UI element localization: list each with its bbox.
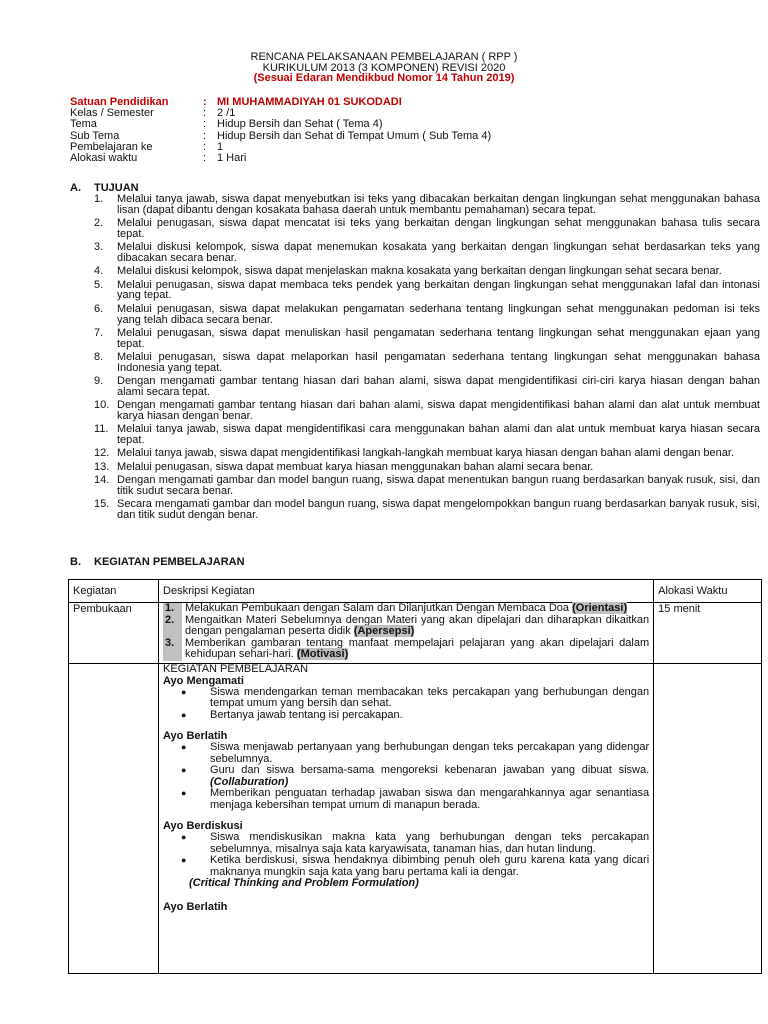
goal-text: Melalui penugasan, siswa dapat melakukan pengamatan sederhana tentang lingkungan sehat menggunakan pedoman isi teks yang telah dibaca secara benar. bbox=[117, 302, 760, 326]
meta-colon: : bbox=[203, 140, 207, 153]
table-row-core bbox=[69, 663, 762, 973]
goal-item bbox=[94, 475, 760, 497]
item-number: 2. bbox=[163, 615, 182, 638]
bullet-icon: ● bbox=[181, 686, 187, 697]
bullet-icon: ● bbox=[181, 742, 187, 752]
goal-item bbox=[94, 448, 760, 459]
goal-number: 12. bbox=[94, 447, 110, 460]
bullet-icon: ● bbox=[181, 765, 187, 775]
opening-description bbox=[159, 603, 654, 664]
meta-row-theme bbox=[70, 119, 491, 130]
core-title: KEGIATAN PEMBELAJARAN bbox=[163, 662, 309, 675]
meta-key: Kelas / Semester bbox=[70, 107, 154, 120]
meta-colon: : bbox=[203, 151, 207, 164]
meta-value: Hidup Bersih dan Sehat di Tempat Umum ( Sub Tema 4) bbox=[217, 129, 492, 142]
goal-item bbox=[94, 376, 760, 398]
goal-text: Melalui tanya jawab, siswa dapat mengidentifikasi cara menggunakan bahan alami dan alat untuk membuat karya hiasan secara tepat. bbox=[117, 423, 760, 447]
header-time: Alokasi Waktu bbox=[654, 580, 762, 603]
goal-item bbox=[94, 328, 760, 350]
meta-colon: : bbox=[203, 118, 207, 131]
goal-text: Dengan mengamati gambar tentang hiasan dari bahan alami, siswa dapat mengidentifikasi bahan alami dan alat untuk membuat karya hiasan dengan benar. bbox=[117, 399, 760, 422]
bullet-icon: ● bbox=[181, 788, 187, 798]
table-row-opening bbox=[69, 603, 762, 664]
meta-key: Alokasi waktu bbox=[70, 151, 138, 164]
item-tag: (Motivasi) bbox=[296, 648, 349, 660]
list-item bbox=[163, 710, 649, 722]
goal-number: 3. bbox=[94, 241, 104, 254]
item-body: Melakukan Pembukaan dengan Salam dan Dilanjutkan Dengan Membaca Doa bbox=[185, 602, 573, 614]
bullet-text: Siswa mendengarkan teman membacakan teks percakapan yang berhubungan dengan tempat umum yang bersih dan sehat. bbox=[210, 685, 650, 709]
core-label bbox=[69, 663, 159, 973]
opening-time: 15 menit bbox=[654, 603, 762, 664]
goal-item bbox=[94, 280, 760, 302]
goal-text: Dengan mengamati gambar tentang hiasan dari bahan alami, siswa dapat mengidentifikasi ciri-ciri karya hiasan dengan bahan alami secara tepat. bbox=[117, 374, 760, 398]
goal-item bbox=[94, 194, 760, 216]
header-activity: Kegiatan bbox=[69, 580, 159, 603]
goal-text: Melalui penugasan, siswa dapat membaca teks pendek yang berkaitan dengan lingkungan sehat menggunakan lafal dan intonasi yang tepat. bbox=[117, 278, 760, 302]
goal-item bbox=[94, 304, 760, 326]
section-title: KEGIATAN PEMBELAJARAN bbox=[94, 556, 245, 568]
activities-table bbox=[68, 579, 762, 974]
bullet-text: Memberikan penguatan terhadap jawaban siswa dan mengarahkannya agar senantiasa menjaga kebersihan tempat umum di manapun berada. bbox=[210, 787, 650, 811]
goal-text: Secara mengamati gambar dan model bangun ruang, siswa dapat mengelompokkan bangun ruang berdasarkan banyak rusuk, sisi, dan titik sudut dengan benar. bbox=[117, 497, 760, 521]
list-item bbox=[163, 788, 649, 811]
goal-number: 8. bbox=[94, 350, 104, 363]
list-item bbox=[163, 832, 649, 855]
item-number: 1. bbox=[163, 603, 182, 615]
list-item bbox=[163, 687, 649, 710]
section-title: TUJUAN bbox=[94, 182, 139, 194]
bullet-icon: ● bbox=[181, 832, 187, 842]
goal-number: 14. bbox=[94, 473, 110, 486]
item-body: Memberikan gambaran tentang manfaat mempelajari pelajaran yang akan dipelajari dalam kehidupan sehari-hari. bbox=[185, 636, 650, 660]
core-time bbox=[654, 663, 762, 973]
ayo-berlatih-title: Ayo Berlatih bbox=[163, 730, 228, 742]
goal-item bbox=[94, 424, 760, 446]
section-b-heading bbox=[70, 556, 245, 568]
goal-number: 13. bbox=[94, 460, 110, 473]
meta-row-duration bbox=[70, 153, 491, 164]
goal-item bbox=[94, 400, 760, 422]
goal-number: 7. bbox=[94, 326, 104, 339]
goal-number: 1. bbox=[94, 193, 104, 205]
meta-key: Satuan Pendidikan bbox=[70, 96, 169, 108]
item-tag: (Apersepsi) bbox=[353, 625, 415, 637]
bullet-text: Siswa mendiskusikan makna kata yang berhubungan dengan teks percakapan sebelumnya, misalnya saja kata karyawisata, tanaman hias, dan hutan lindung. bbox=[210, 831, 650, 855]
item-number: 3. bbox=[163, 638, 182, 661]
bullet-icon: ● bbox=[181, 855, 187, 865]
bullet-body: Guru dan siswa bersama-sama mengoreksi kebenaran jawaban yang dibuat siswa. bbox=[210, 764, 650, 776]
meta-value: 1 Hari bbox=[217, 151, 247, 164]
opening-item bbox=[163, 615, 649, 638]
goal-text: Melalui tanya jawab, siswa dapat mengidentifikasi langkah-langkah membuat karya hiasan dengan bahan alami dengan benar. bbox=[117, 447, 735, 460]
bullet-icon: ● bbox=[181, 709, 187, 720]
goal-text: Melalui penugasan, siswa dapat melaporkan hasil pengamatan sederhana tentang lingkungan sehat menggunakan bahasa Indonesia yang tepat. bbox=[117, 350, 760, 374]
meta-colon: : bbox=[203, 107, 207, 120]
bullet-text: Ketika berdiskusi, siswa hendaknya dibimbing penuh oleh guru karena kata yang dicari maknanya mungkin saja kata yang baru pertama kali ia dengar. bbox=[210, 854, 650, 878]
list-item bbox=[163, 765, 649, 788]
goal-text: Melalui diskusi kelompok, siswa dapat menjelaskan makna kosakata yang berkaitan dengan lingkungan sehat secara benar. bbox=[117, 265, 722, 278]
opening-item bbox=[163, 638, 649, 661]
doc-subtitle: KURIKULUM 2013 (3 KOMPONEN) REVISI 2020 bbox=[262, 62, 506, 74]
ayo-mengamati-title: Ayo Mengamati bbox=[163, 674, 244, 687]
bullet-text: Bertanya jawab tentang isi percakapan. bbox=[210, 708, 403, 721]
goal-text: Melalui penugasan, siswa dapat membuat karya hiasan menggunakan bahan alami secara benar. bbox=[117, 460, 594, 473]
item-text bbox=[185, 615, 649, 638]
goal-number: 5. bbox=[94, 278, 104, 291]
goal-item bbox=[94, 218, 760, 240]
meta-colon: : bbox=[203, 129, 207, 142]
ayo-berdiskusi-title: Ayo Berdiskusi bbox=[163, 820, 243, 832]
bullet-text bbox=[210, 765, 649, 788]
goal-number: 6. bbox=[94, 302, 104, 315]
meta-value: MI MUHAMMADIYAH 01 SUKODADI bbox=[217, 96, 402, 108]
bullet-tag: (Collaburation) bbox=[210, 775, 289, 788]
goal-text: Melalui diskusi kelompok, siswa dapat menemukan kosakata yang berkaitan dengan lingkungan sehat berdasarkan teks yang dibacakan secara benar. bbox=[117, 241, 760, 265]
goal-number: 2. bbox=[94, 217, 104, 230]
meta-value: 2 /1 bbox=[217, 107, 236, 120]
goal-number: 10. bbox=[94, 399, 110, 412]
header-description: Deskripsi Kegiatan bbox=[159, 580, 654, 603]
doc-title: RENCANA PELAKSANAAN PEMBELAJARAN ( RPP ) bbox=[250, 51, 518, 63]
section-letter: A. bbox=[70, 182, 81, 194]
item-tag: (Orientasi) bbox=[572, 602, 628, 614]
skill-note: (Critical Thinking and Problem Formulation) bbox=[189, 877, 419, 889]
meta-key: Tema bbox=[70, 118, 97, 131]
opening-label: Pembukaan bbox=[69, 603, 159, 664]
section-letter: B. bbox=[70, 556, 81, 568]
goal-number: 4. bbox=[94, 265, 104, 278]
ayo-berlatih-2-title: Ayo Berlatih bbox=[163, 900, 228, 913]
goals-list bbox=[94, 194, 760, 523]
list-item bbox=[163, 855, 649, 878]
meta-key: Sub Tema bbox=[70, 129, 120, 142]
table-continuation bbox=[163, 913, 649, 973]
goal-text: Melalui penugasan, siswa dapat mencatat isi teks yang berkaitan dengan lingkungan sehat menggunakan bahasa tulis secara tepat. bbox=[117, 217, 760, 241]
meta-key: Pembelajaran ke bbox=[70, 140, 153, 153]
goal-item bbox=[94, 266, 760, 277]
goal-text: Melalui penugasan, siswa dapat menuliskan hasil pengamatan sederhana tentang lingkungan sehat menggunakan ejaan yang tepat. bbox=[117, 326, 760, 350]
goal-item bbox=[94, 462, 760, 473]
item-body: Mengaitkan Materi Sebelumnya dengan Materi yang akan dipelajari dan diharapkan dikaitkan dengan pengalaman peserta didik bbox=[185, 613, 650, 637]
list-item bbox=[163, 742, 649, 765]
goal-item bbox=[94, 242, 760, 264]
core-description bbox=[159, 663, 654, 973]
item-text bbox=[185, 638, 649, 661]
meta-colon: : bbox=[203, 96, 207, 108]
bullet-text: Siswa menjawab pertanyaan yang berhubungan dengan teks percakapan yang didengar sebelumnya. bbox=[210, 741, 650, 765]
doc-reference: (Sesuai Edaran Mendikbud Nomor 14 Tahun 2019) bbox=[253, 72, 515, 84]
goal-item bbox=[94, 352, 760, 374]
meta-value: Hidup Bersih dan Sehat ( Tema 4) bbox=[217, 118, 383, 131]
goal-number: 15. bbox=[94, 497, 110, 510]
goal-text: Dengan mengamati gambar dan model bangun ruang, siswa dapat menentukan bangun ruang berdasarkan banyak rusuk, sisi, dan titik sudut secara benar. bbox=[117, 473, 760, 497]
identity-block bbox=[70, 97, 491, 164]
goal-number: 9. bbox=[94, 374, 104, 387]
goal-number: 11. bbox=[94, 423, 109, 436]
goal-item bbox=[94, 499, 760, 521]
meta-value: 1 bbox=[217, 140, 224, 153]
goal-text: Melalui tanya jawab, siswa dapat menyebutkan isi teks yang dibacakan berkaitan dengan lingkungan sehat menggunakan bahasa lisan (dapat dibantu dengan kosakata bahasa daerah untuk membantu pemahaman) secara tepat. bbox=[117, 193, 760, 216]
table-header-row bbox=[69, 580, 762, 603]
